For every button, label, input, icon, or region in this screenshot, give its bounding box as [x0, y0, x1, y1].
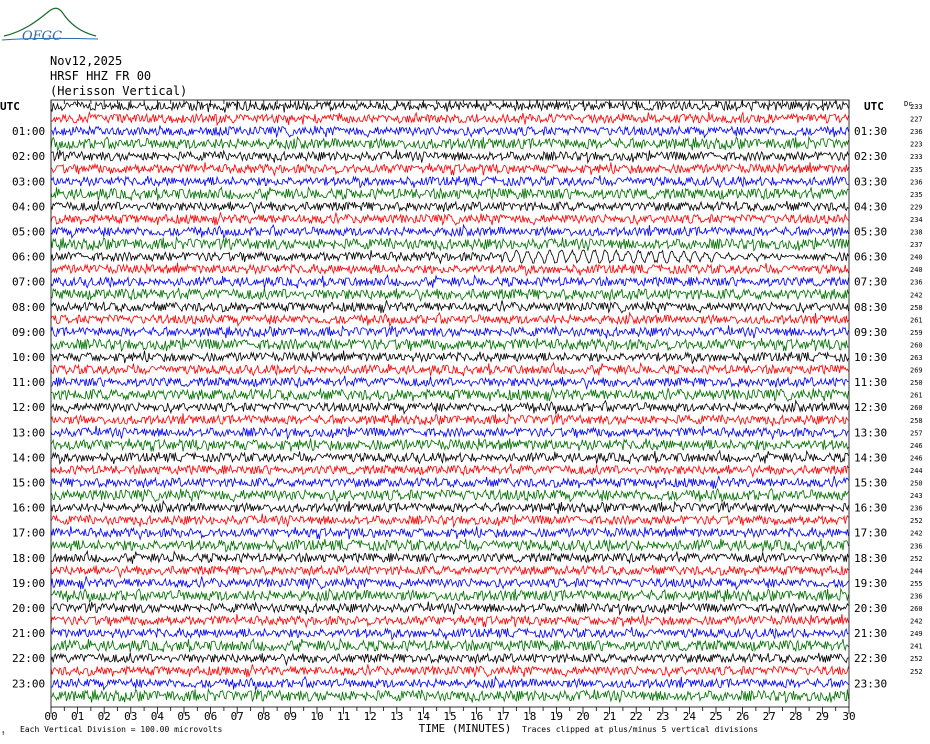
seismic-trace — [51, 126, 849, 138]
seismic-trace — [51, 464, 849, 477]
dc-offset-value: 238 — [910, 228, 923, 237]
dc-offset-value: 252 — [910, 667, 923, 676]
dc-offset-value: 260 — [910, 341, 923, 350]
x-tick-label: 27 — [762, 710, 776, 723]
hour-label-left: 11:00 — [12, 376, 46, 390]
dc-offset-value: 260 — [910, 605, 923, 613]
dc-offset-value: 255 — [910, 579, 923, 588]
x-tick-label: 23 — [656, 710, 670, 723]
hour-label-right: 23:30 — [854, 677, 888, 691]
hour-label-left: 15:00 — [12, 476, 46, 490]
x-tick-label: 19 — [549, 710, 564, 723]
dc-offset-value: 246 — [910, 441, 923, 450]
station-location: (Herisson Vertical) — [50, 84, 188, 98]
seismic-trace — [51, 565, 849, 577]
dc-offset-value: 242 — [910, 529, 923, 538]
dc-offset-value: 263 — [910, 354, 923, 362]
hour-label-right: 18:30 — [854, 551, 888, 565]
seismic-trace — [51, 639, 849, 652]
footer-scale-note: Each Vertical Division = 100.00 microvolts — [20, 725, 223, 734]
hour-label-left: 21:00 — [12, 627, 46, 641]
x-axis-title: TIME (MINUTES) — [418, 722, 512, 735]
hour-label-right: 20:30 — [854, 602, 888, 615]
hour-label-right: 06:30 — [854, 250, 888, 264]
hour-label-left: 14:00 — [12, 451, 46, 465]
hour-label-right: 15:30 — [854, 476, 888, 490]
hour-label-left: 16:00 — [12, 501, 46, 515]
dc-offset-value: 233 — [910, 103, 923, 111]
seismic-trace — [51, 363, 849, 376]
record-date: Nov12,2025 — [50, 54, 123, 68]
hour-label-left: 01:00 — [12, 125, 46, 139]
hour-label-left: 20:00 — [12, 602, 46, 615]
seismic-trace — [51, 300, 849, 313]
hour-label-right: 22:30 — [854, 652, 888, 666]
x-tick-label: 18 — [523, 710, 537, 723]
seismic-trace — [51, 451, 849, 464]
dc-offset-value: 259 — [910, 328, 923, 337]
x-tick-label: 02 — [97, 710, 111, 723]
seismic-trace — [51, 162, 849, 175]
seismic-trace — [51, 150, 849, 163]
seismic-trace — [51, 401, 849, 414]
dc-offset-value: 249 — [910, 630, 923, 639]
dc-offset-value: 235 — [910, 190, 923, 199]
hour-label-right: 16:30 — [854, 501, 888, 515]
dc-offset-value: 257 — [910, 429, 923, 438]
seismic-trace — [51, 250, 849, 263]
dc-offset-value: 233 — [910, 153, 923, 162]
dc-offset-value: 244 — [910, 567, 923, 576]
seismic-trace — [51, 175, 849, 188]
seismic-trace — [51, 664, 849, 677]
hour-label-left: 12:00 — [12, 401, 46, 415]
x-tick-label: 00 — [44, 710, 58, 723]
dc-offset-value: 250 — [910, 479, 923, 488]
seismic-trace — [51, 225, 849, 238]
hour-label-left: 18:00 — [12, 551, 46, 565]
seismic-trace — [51, 238, 849, 251]
seismic-trace — [51, 137, 849, 150]
seismic-trace — [51, 438, 849, 451]
dc-offset-value: 223 — [910, 140, 923, 149]
x-tick-label: 11 — [336, 710, 351, 723]
seismic-trace — [51, 614, 849, 627]
dc-offset-value: 242 — [910, 291, 923, 300]
footer-clip-note: Traces clipped at plus/minus 5 vertical divisions — [522, 725, 759, 734]
dc-offset-value: 237 — [910, 241, 923, 250]
seismic-trace — [51, 275, 849, 288]
utc-label-right: UTC — [864, 100, 884, 113]
hour-label-right: 05:30 — [854, 225, 888, 239]
seismic-trace — [51, 514, 849, 527]
dc-offset-value: 258 — [910, 303, 923, 312]
x-tick-label: 05 — [177, 710, 191, 723]
x-tick-label: 08 — [257, 710, 271, 723]
dc-offset-value: 234 — [910, 215, 923, 224]
seismic-trace — [51, 551, 849, 564]
x-tick-label: 09 — [283, 710, 298, 723]
x-tick-label: 10 — [310, 710, 324, 723]
utc-label-left: UTC — [0, 100, 20, 113]
dc-offset-value: 236 — [910, 128, 923, 137]
hour-label-right: 11:30 — [854, 376, 888, 390]
x-tick-label: 28 — [789, 710, 803, 723]
station-code: HRSF HHZ FR 00 — [50, 69, 152, 83]
x-tick-label: 07 — [230, 710, 244, 723]
hour-label-right: 04:30 — [854, 200, 888, 214]
dc-offset-value: 246 — [910, 454, 923, 463]
x-tick-label: 24 — [682, 710, 697, 723]
dc-offset-value: 250 — [910, 379, 923, 388]
hour-label-left: 07:00 — [12, 275, 46, 289]
dc-offset-value: 269 — [910, 366, 923, 375]
seismic-trace — [51, 388, 849, 401]
seismic-trace — [51, 589, 849, 602]
hour-label-right: 14:30 — [854, 451, 888, 465]
x-tick-label: 17 — [496, 710, 510, 723]
hour-label-right: 09:30 — [854, 325, 888, 339]
x-tick-label: 04 — [150, 710, 165, 723]
seismic-trace — [51, 602, 849, 615]
hour-label-left: 05:00 — [12, 225, 46, 239]
dc-offset-value: 227 — [910, 115, 923, 124]
dc-offset-value: 242 — [910, 617, 923, 626]
dc-offset-value: 240 — [910, 253, 923, 262]
hour-label-right: 02:30 — [854, 150, 888, 164]
seismic-trace — [51, 201, 849, 213]
seismic-trace — [51, 325, 849, 338]
x-tick-label: 26 — [735, 710, 750, 723]
hour-label-left: 04:00 — [12, 200, 46, 214]
hour-label-left: 10:00 — [12, 351, 46, 364]
x-tick-label: 29 — [815, 710, 830, 723]
seismic-trace — [51, 677, 849, 690]
seismic-trace — [51, 413, 849, 426]
hour-label-left: 22:00 — [12, 652, 46, 666]
hour-label-right: 17:30 — [854, 526, 888, 540]
seismic-trace — [51, 212, 849, 225]
hour-label-right: 21:30 — [854, 627, 888, 641]
hour-label-left: 13:00 — [12, 426, 46, 440]
dc-offset-value: 241 — [910, 642, 923, 651]
x-tick-label: 20 — [576, 710, 590, 723]
hour-label-left: 09:00 — [12, 325, 46, 339]
dc-corner-label: Dc — [904, 100, 913, 108]
logo-text: OFGC — [22, 29, 63, 44]
hour-label-left: 06:00 — [12, 250, 46, 264]
hour-label-left: 19:00 — [12, 576, 46, 590]
x-tick-label: 12 — [363, 710, 377, 723]
dc-offset-value: 235 — [910, 165, 923, 174]
seismic-trace — [51, 263, 849, 276]
hour-label-right: 12:30 — [854, 401, 888, 415]
hour-label-right: 13:30 — [854, 426, 888, 440]
dc-offset-value: 240 — [910, 266, 923, 275]
seismic-trace — [51, 112, 849, 125]
dc-offset-value: 243 — [910, 492, 923, 501]
seismic-trace — [51, 576, 849, 589]
trace-group — [51, 100, 849, 703]
hour-label-left: 03:00 — [12, 175, 46, 189]
x-tick-label: 22 — [629, 710, 643, 723]
hour-label-right: 07:30 — [854, 275, 888, 289]
seismic-trace — [51, 351, 849, 364]
seismic-trace — [51, 338, 849, 351]
seismic-trace — [51, 539, 849, 552]
seismic-trace — [51, 489, 849, 502]
x-tick-label: 03 — [124, 710, 138, 723]
seismic-trace — [51, 313, 849, 326]
dc-offset-value: 252 — [910, 655, 923, 664]
dc-offset-value: 244 — [910, 466, 923, 475]
x-tick-label: 15 — [443, 710, 457, 723]
dc-offset-value: 236 — [910, 592, 923, 601]
x-tick-label: 21 — [602, 710, 617, 723]
dc-offset-value: 236 — [910, 504, 923, 513]
seismic-trace — [51, 376, 849, 389]
dc-offset-value: 252 — [910, 554, 923, 563]
seismic-trace — [51, 501, 849, 514]
dc-offset-value: 236 — [910, 178, 923, 187]
dc-offset-value: 258 — [910, 416, 923, 425]
x-tick-label: 13 — [390, 710, 404, 723]
seismic-trace — [51, 653, 849, 665]
dc-offset-value: 252 — [910, 517, 923, 526]
dc-offset-value: 229 — [910, 203, 923, 212]
seismic-trace — [51, 476, 849, 489]
seismic-trace — [51, 187, 849, 200]
footer-corner-mark: ↑ — [1, 729, 6, 737]
x-tick-label: 30 — [842, 710, 856, 723]
x-tick-label: 25 — [709, 710, 723, 723]
hour-label-left: 17:00 — [12, 526, 46, 540]
hour-label-right: 08:30 — [854, 300, 888, 314]
seismic-trace — [51, 526, 849, 539]
seismic-trace — [51, 426, 849, 439]
dc-offset-value: 260 — [910, 404, 923, 413]
dc-offset-value: 236 — [910, 278, 923, 287]
hour-label-left: 08:00 — [12, 300, 46, 314]
hour-label-left: 02:00 — [12, 150, 46, 164]
hour-label-left: 23:00 — [12, 677, 46, 691]
dc-offset-value: 261 — [910, 391, 923, 400]
seismic-trace — [51, 288, 849, 301]
x-tick-label: 14 — [416, 710, 431, 723]
dc-offset-value: 261 — [910, 316, 923, 325]
seismic-trace — [51, 689, 849, 702]
dc-offset-value: 236 — [910, 542, 923, 551]
hour-label-right: 19:30 — [854, 576, 888, 590]
hour-label-right: 10:30 — [854, 351, 888, 364]
x-tick-label: 16 — [469, 710, 484, 723]
hour-label-right: 01:30 — [854, 125, 888, 139]
hour-label-right: 03:30 — [854, 175, 888, 189]
x-tick-label: 01 — [70, 710, 85, 723]
seismic-trace — [51, 627, 849, 640]
x-tick-label: 06 — [203, 710, 218, 723]
